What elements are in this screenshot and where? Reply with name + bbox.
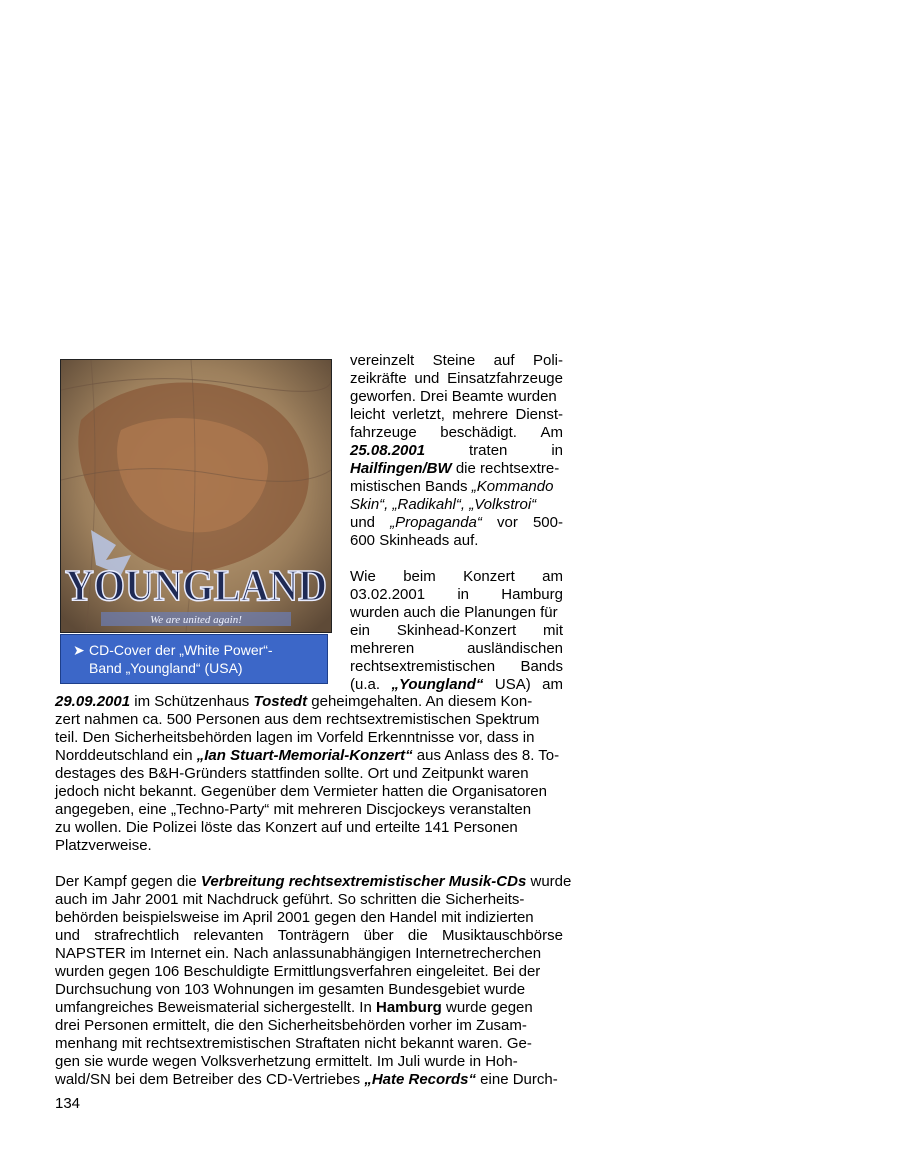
- text-line: und „Propaganda“ vor 500-: [350, 514, 563, 531]
- date-highlight: 25.08.2001: [350, 442, 426, 459]
- text-line: destages des B&H-Gründers stattfinden sollte. Ort und Zeitpunkt waren: [55, 765, 529, 782]
- text-line: zeikräfte und Einsatzfahrzeuge: [350, 370, 563, 387]
- album-cover-subtitle: We are united again!: [150, 614, 242, 626]
- paragraph-gap: [350, 550, 563, 568]
- text-line: ein Skinhead-Konzert mit: [350, 622, 563, 639]
- text-line: teil. Den Sicherheitsbehörden lagen im Vorfeld Erkenntnisse vor, dass in: [55, 729, 535, 746]
- text-line: 600 Skinheads auf.: [350, 532, 479, 549]
- city-highlight: Hamburg: [375, 999, 442, 1016]
- text-line: fahrzeuge beschädigt. Am: [350, 424, 563, 441]
- concert-name-highlight: „Ian Stuart-Memorial-Konzert“: [196, 747, 413, 764]
- text-line: 03.02.2001 in Hamburg: [350, 586, 563, 603]
- text-line: angegeben, eine „Techno-Party“ mit mehreren Discjockeys veranstalten: [55, 801, 532, 818]
- figure-caption: [60, 634, 328, 684]
- label-name-highlight: „Hate Records“: [364, 1071, 477, 1088]
- text-line: wurden gegen 106 Beschuldigte Ermittlungsverfahren eingeleitet. Bei der: [55, 963, 541, 980]
- text-line: mistischen Bands „Kommando: [350, 478, 554, 495]
- caption-line-2: Band „Youngland“ (USA): [89, 660, 243, 676]
- text-line: Skin“, „Radikahl“, „Volkstroi“: [350, 496, 537, 513]
- paragraph-right-column: [350, 352, 563, 694]
- text-line: gen sie wurde wegen Volksverhetzung ermittelt. Im Juli wurde in Hoh-: [55, 1053, 518, 1070]
- caption-line-1: CD-Cover der „White Power“-: [89, 642, 273, 658]
- date-highlight: 29.09.2001: [55, 693, 131, 710]
- band-logo-lettering: YOUNGLAND: [65, 561, 327, 610]
- album-cover-image: [60, 359, 332, 633]
- text-line: behörden beispielsweise im April 2001 gegen den Handel mit indizierten: [55, 909, 534, 926]
- page-number: 134: [55, 1095, 81, 1112]
- text-line: wald/SN bei dem Betreiber des CD-Vertriebes „Hate Records“ eine Durch-: [55, 1071, 558, 1088]
- text-line: mehreren ausländischen: [350, 640, 563, 657]
- album-cover-artwork: [61, 360, 331, 632]
- text-line: vereinzelt Steine auf Poli-: [350, 352, 563, 369]
- text-line: wurden auch die Planungen für: [350, 604, 558, 621]
- topic-highlight: Verbreitung rechtsextremistischer Musik-CDs: [200, 873, 527, 890]
- text-line: und strafrechtlich relevanten Tonträgern über die Musiktauschbörse: [55, 927, 563, 944]
- text-line: auch im Jahr 2001 mit Nachdruck geführt. So schritten die Sicherheits-: [55, 891, 525, 908]
- text-line: Durchsuchung von 103 Wohnungen im gesamten Bundesgebiet wurde: [55, 981, 526, 998]
- text-line: menhang mit rechtsextremistischen Straftaten nicht bekannt waren. Ge-: [55, 1035, 532, 1052]
- paragraph-gap: [55, 855, 563, 873]
- text-line: geworfen. Drei Beamte wurden: [350, 388, 557, 405]
- text-line: rechtsextremistischen Bands: [350, 658, 563, 675]
- place-highlight: Hailfingen/BW: [350, 460, 452, 477]
- text-line: 29.09.2001 im Schützenhaus Tostedt geheimgehalten. An diesem Kon-: [55, 693, 533, 710]
- text-line: zert nahmen ca. 500 Personen aus dem rechtsextremistischen Spektrum: [55, 711, 540, 728]
- text-line: NAPSTER im Internet ein. Nach anlassunabhängigen Internetrecherchen: [55, 945, 542, 962]
- caption-arrow-icon: ➤: [73, 642, 85, 658]
- text-line: drei Personen ermittelt, die den Sicherheitsbehörden vorher im Zusam-: [55, 1017, 527, 1034]
- band-name-highlight: „Youngland“: [391, 676, 484, 693]
- text-line: jedoch nicht bekannt. Gegenüber dem Vermieter hatten die Organisatoren: [55, 783, 547, 800]
- text-line: (u.a. „Youngland“ USA) am: [350, 676, 563, 693]
- text-line: umfangreiches Beweismaterial sichergestellt. In Hamburg wurde gegen: [55, 999, 533, 1016]
- text-line: 25.08.2001 traten in: [350, 442, 563, 459]
- text-line: Wie beim Konzert am: [350, 568, 563, 585]
- text-line: Platzverweise.: [55, 837, 152, 854]
- text-line: zu wollen. Die Polizei löste das Konzert auf und erteilte 141 Personen: [55, 819, 518, 836]
- place-highlight: Tostedt: [253, 693, 308, 710]
- paragraph-full-width: [55, 693, 572, 1089]
- text-line: leicht verletzt, mehrere Dienst-: [350, 406, 563, 423]
- text-line: Der Kampf gegen die Verbreitung rechtsextremistischer Musik-CDs wurde: [55, 873, 572, 890]
- text-line: Hailfingen/BW die rechtsextre-: [350, 460, 560, 477]
- text-line: Norddeutschland ein „Ian Stuart-Memorial-Konzert“ aus Anlass des 8. To-: [55, 747, 560, 764]
